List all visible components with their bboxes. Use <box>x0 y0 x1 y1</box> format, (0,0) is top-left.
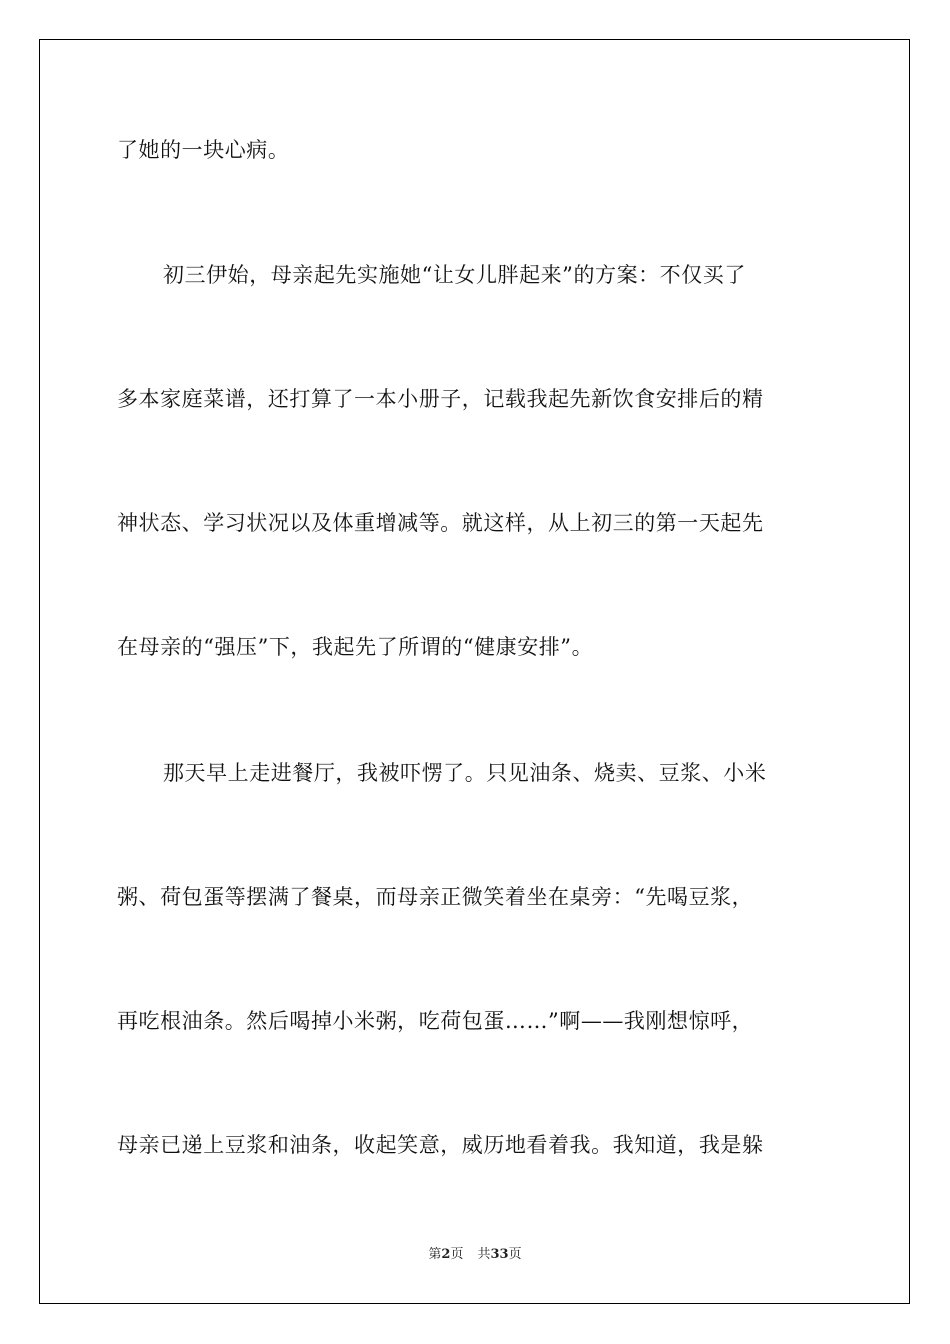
text-line-6: 那天早上走进餐厅，我被吓愣了。只见油条、烧卖、豆浆、小米 <box>163 761 767 785</box>
page-footer <box>0 1247 950 1263</box>
page-prefix: 第 <box>428 1247 442 1262</box>
page-border <box>39 39 910 1304</box>
text-line-1: 了她的一块心病。 <box>117 138 290 162</box>
text-line-9: 母亲已递上豆浆和油条，收起笑意，威历地看着我。我知道，我是躲 <box>117 1133 764 1157</box>
total-prefix: 共 <box>477 1247 491 1262</box>
page-suffix: 页 <box>450 1247 464 1262</box>
total-suffix: 页 <box>508 1247 522 1262</box>
text-line-2: 初三伊始，母亲起先实施她“让女儿胖起来”的方案：不仅买了 <box>163 263 746 287</box>
text-line-7: 粥、荷包蛋等摆满了餐桌，而母亲正微笑着坐在桌旁：“先喝豆浆， <box>117 885 754 909</box>
page-number: 2 <box>441 1247 451 1262</box>
text-line-5: 在母亲的“强压”下，我起先了所谓的“健康安排”。 <box>117 635 594 659</box>
text-line-3: 多本家庭菜谱，还打算了一本小册子，记载我起先新饮食安排后的精 <box>117 387 764 411</box>
text-line-8: 再吃根油条。然后喝掉小米粥，吃荷包蛋……”啊——我刚想惊呼， <box>117 1009 754 1033</box>
text-line-4: 神状态、学习状况以及体重增减等。就这样，从上初三的第一天起先 <box>117 511 764 535</box>
total-pages: 33 <box>490 1247 509 1262</box>
